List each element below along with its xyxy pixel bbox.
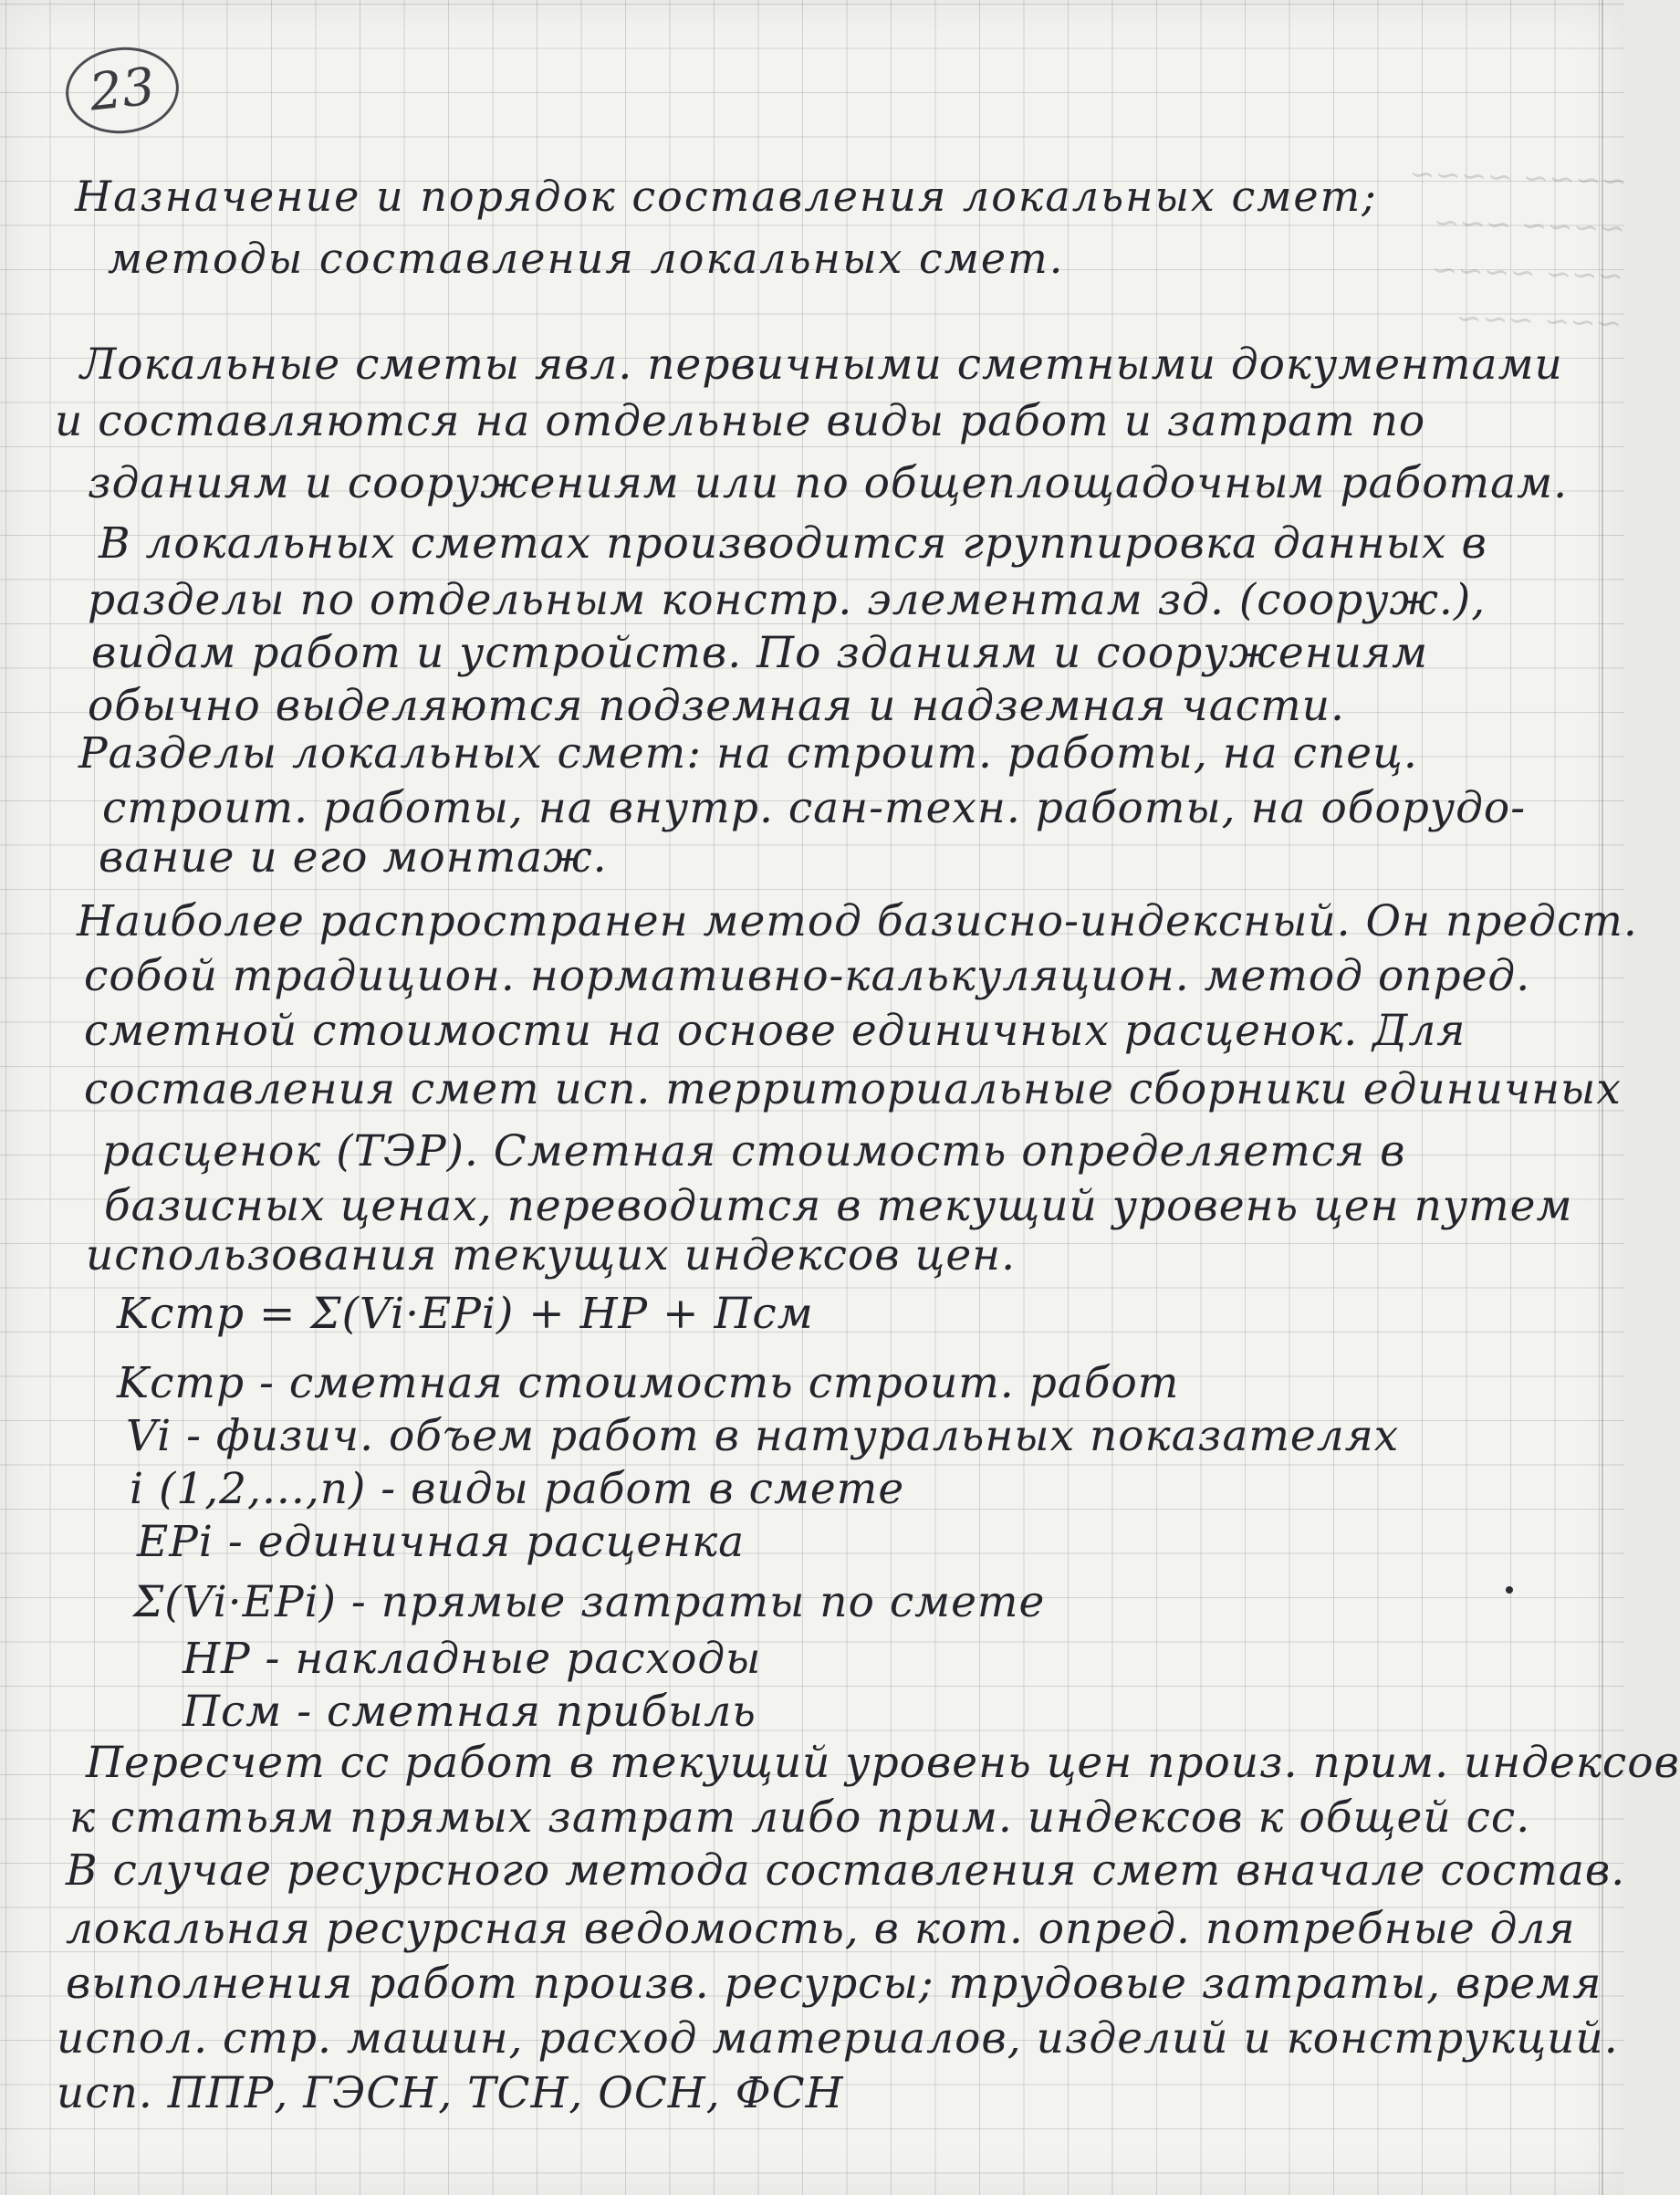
text-line: зданиям и сооружениям или по общеплощадочным работам. (88, 458, 1569, 508)
page-number: 23 (61, 42, 183, 139)
text-line: Локальные сметы явл. первичными сметными документами (80, 340, 1563, 390)
text-line: сметной стоимости на основе единичных расценок. Для (84, 1006, 1466, 1056)
legend-line: Псм - сметная прибыль (183, 1687, 757, 1737)
text-line: базисных ценах, переводится в текущий уровень цен путем (104, 1181, 1573, 1231)
text-line: исп. ППР, ГЭСН, ТСН, ОСН, ФСН (57, 2068, 844, 2118)
text-line: видам работ и устройств. По зданиям и сооружениям (91, 628, 1429, 678)
text-line: использования текущих индексов цен. (86, 1230, 1017, 1280)
text-line: Разделы локальных смет: на строит. работы, на спец. (78, 728, 1418, 779)
text-line: и составляются на отдельные виды работ и затрат по (55, 396, 1426, 446)
text-line: обычно выделяются подземная и надземная части. (88, 681, 1345, 731)
heading-line-1: Назначение и порядок составления локальных смет; (75, 172, 1378, 221)
text-line: испол. стр. машин, расход материалов, изделий и конструкций. (57, 2013, 1619, 2064)
text-line: расценок (ТЭР). Сметная стоимость определяется в (102, 1126, 1406, 1176)
bleed-through-text: ~~~~ ~~~~ ~~~~ ~~~ ~~~ ~~~~ ~~~ ~~~ (1408, 155, 1628, 342)
text-line: разделы по отдельным констр. элементам зд. (сооруж.), (88, 575, 1487, 625)
ink-dot (1506, 1586, 1513, 1594)
legend-line: EPi - единичная расценка (137, 1517, 746, 1567)
text-line: вание и его монтаж. (99, 832, 608, 883)
legend-line: Σ(Vi·EPi) - прямые затраты по смете (133, 1577, 1046, 1627)
legend-line: Kстр - сметная стоимость строит. работ (117, 1358, 1180, 1408)
text-line: строит. работы, на внутр. сан-техн. работы, на оборудо- (102, 783, 1527, 833)
text-line: В локальных сметах производится группировка данных в (99, 518, 1487, 569)
text-line: локальная ресурсная ведомость, в кот. опред. потребные для (66, 1904, 1576, 1954)
text-line: собой традицион. нормативно-калькуляцион. метод опред. (84, 951, 1531, 1001)
text-line: выполнения работ произв. ресурсы; трудовые затраты, время (66, 1959, 1602, 2009)
formula-line: Kстр = Σ(Vi·EPi) + HP + Псм (117, 1289, 814, 1339)
text-line: В случае ресурсного метода составления смет вначале состав. (66, 1845, 1626, 1896)
text-line: составления смет исп. территориальные сборники единичных (84, 1064, 1622, 1114)
text-line: Пересчет сс работ в текущий уровень цен произ. прим. индексов (86, 1738, 1680, 1788)
legend-line: Vi - физич. объем работ в натуральных показателях (126, 1411, 1400, 1461)
text-line: к статьям прямых затрат либо прим. индексов к общей сс. (69, 1793, 1531, 1843)
text-line: Наиболее распространен метод базисно-индексный. Он предст. (77, 896, 1638, 946)
legend-line: HP - накладные расходы (183, 1634, 762, 1684)
heading-line-2: методы составления локальных смет. (108, 234, 1065, 283)
legend-line: i (1,2,...,n) - виды работ в смете (130, 1464, 905, 1514)
